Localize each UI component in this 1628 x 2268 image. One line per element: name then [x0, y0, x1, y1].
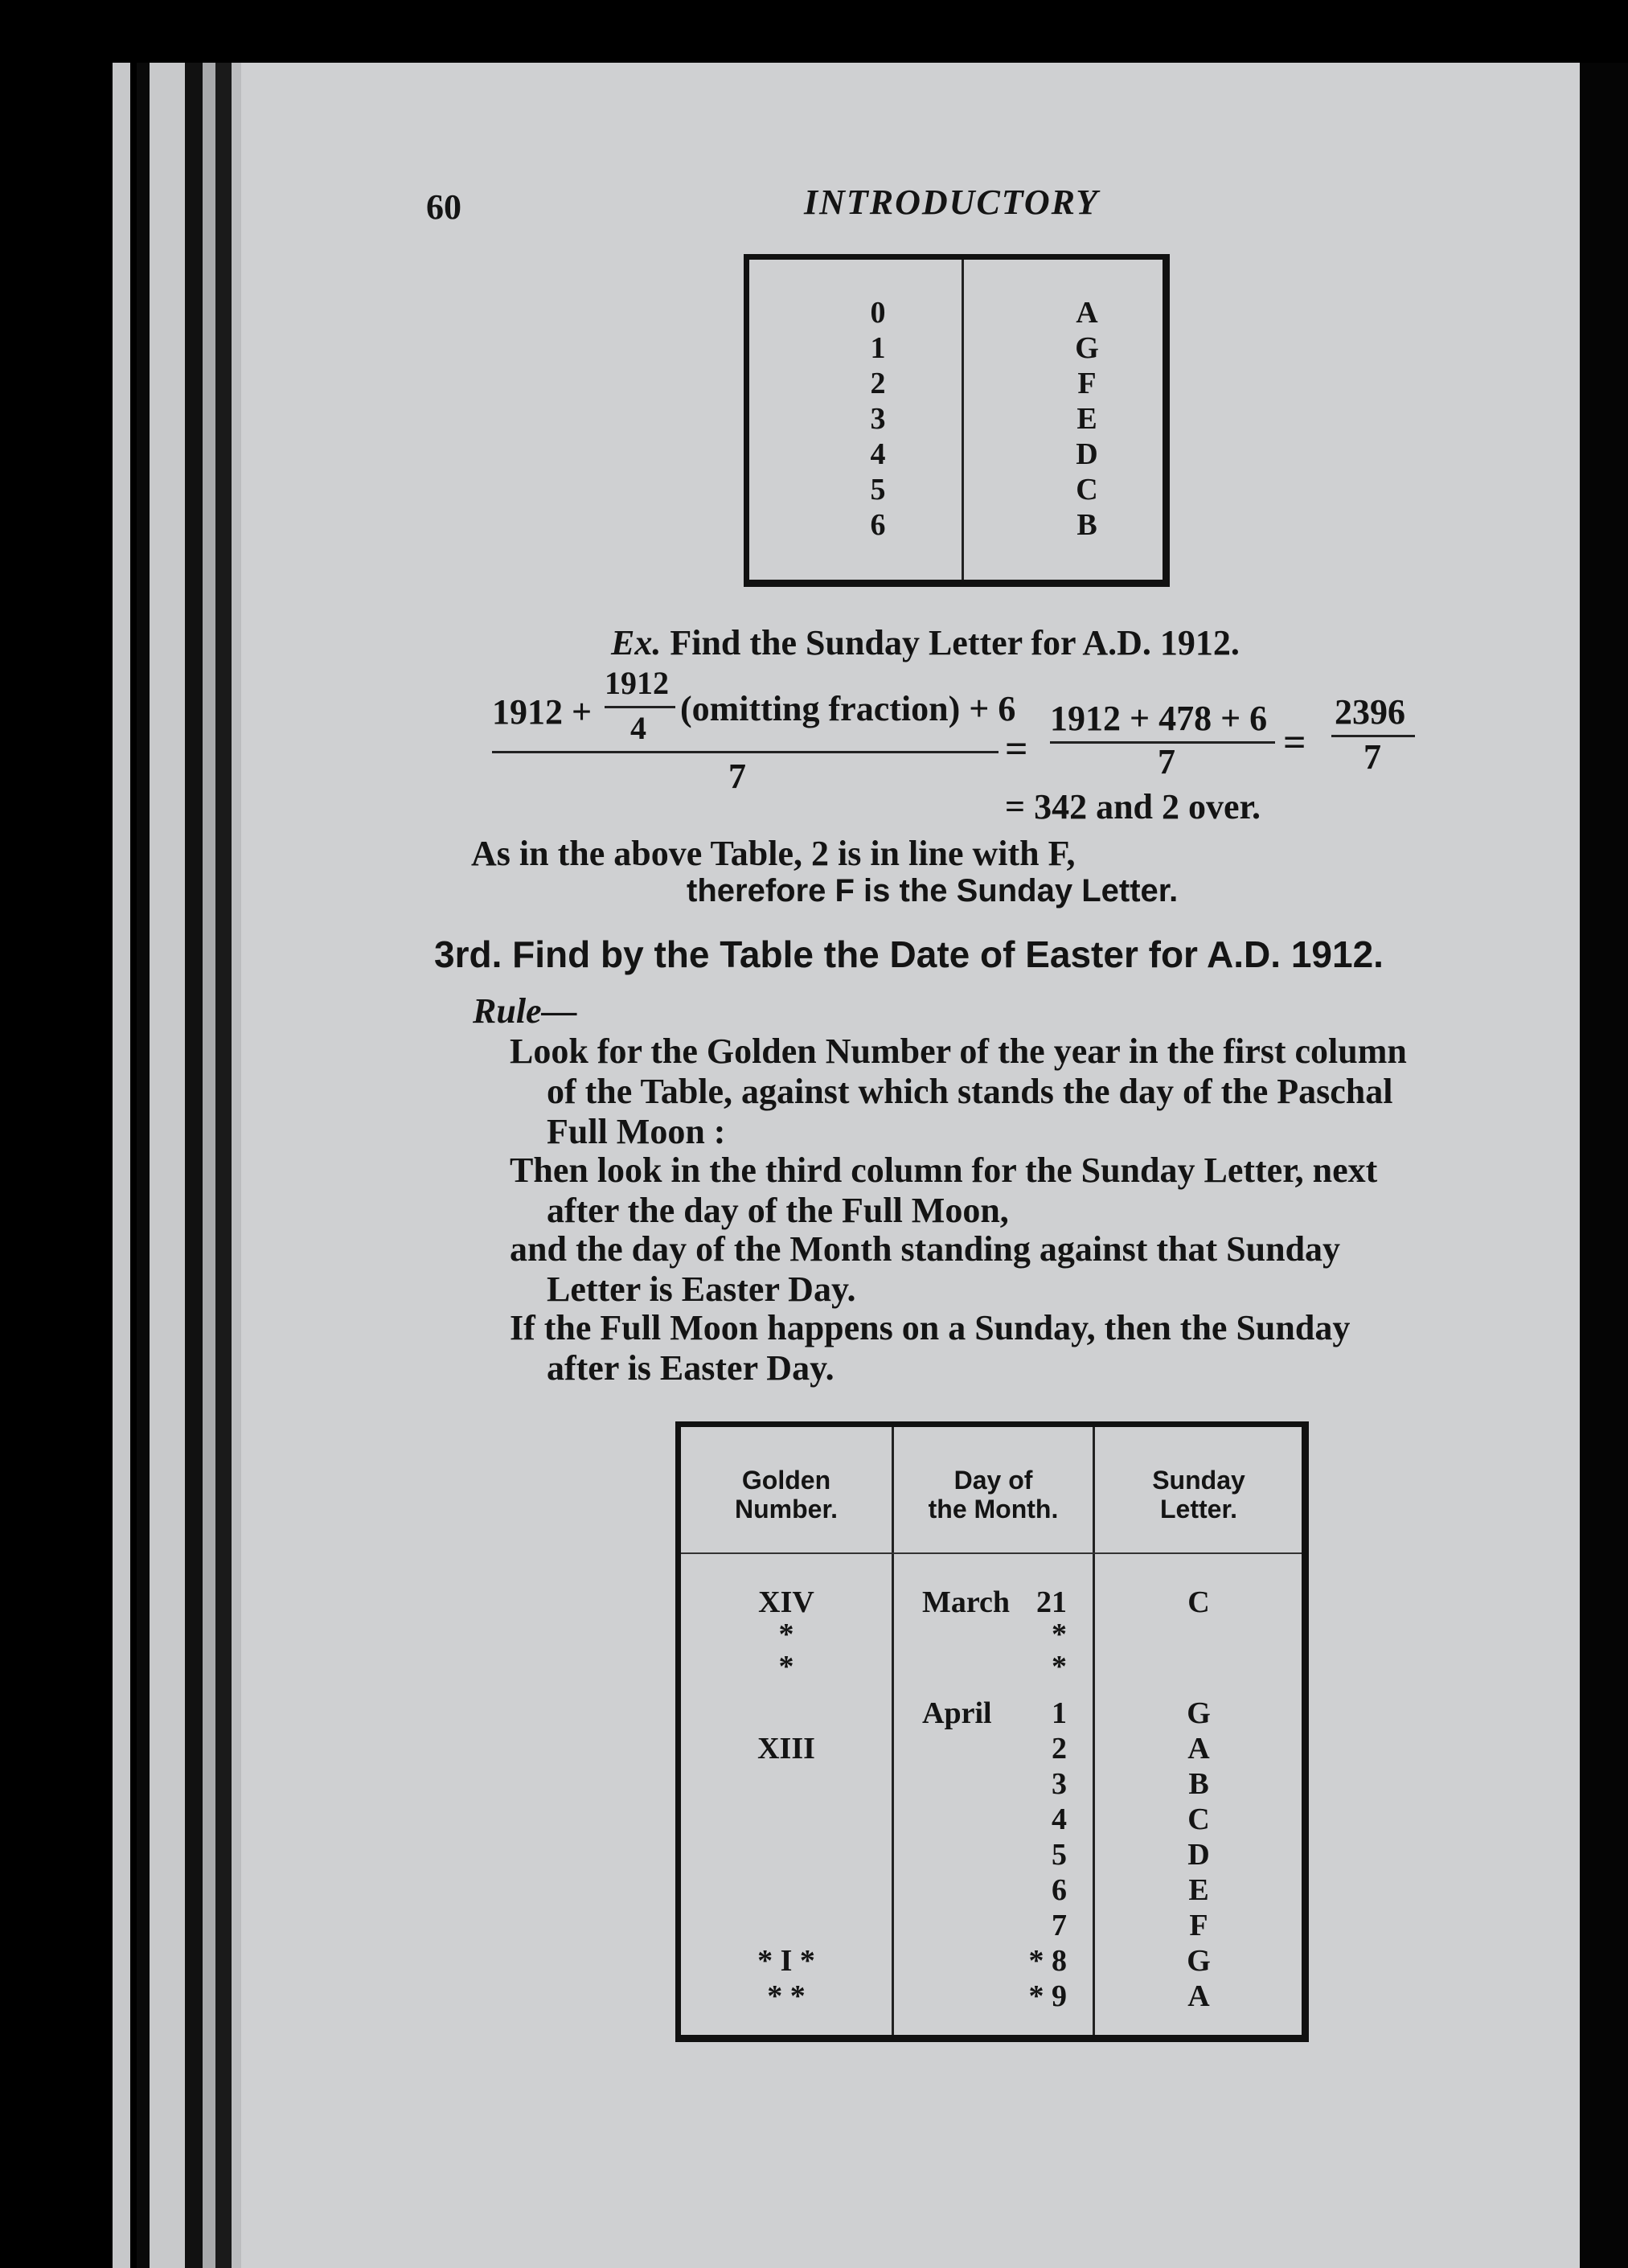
calc-denominator: 7 — [728, 757, 746, 796]
easter-table — [675, 1421, 1309, 2042]
month-cell: March — [922, 1585, 1011, 1619]
table-cell: E — [1076, 402, 1097, 436]
rule-line: If the Full Moon happens on a Sunday, then the Sunday — [510, 1308, 1351, 1347]
column-header-golden-number — [681, 1466, 892, 1524]
header-line: Letter. — [1159, 1495, 1238, 1524]
calc-result: = 342 and 2 over. — [1005, 787, 1261, 826]
binding-strip — [137, 63, 150, 2268]
table-cell: 2 — [870, 367, 886, 400]
table-cell: D — [1076, 437, 1098, 471]
page-edge — [1580, 63, 1628, 2268]
example-label: Ex. — [611, 623, 662, 662]
golden-number-cell: * * — [767, 1979, 806, 2013]
table-divider — [962, 260, 964, 580]
header-line: Number. — [734, 1495, 839, 1524]
sunday-letter-cell: A — [1187, 1979, 1210, 2013]
table-row — [681, 1585, 1302, 1620]
example-conclusion-1: As in the above Table, 2 is in line with F, — [471, 834, 1076, 873]
sunday-letter-cell: G — [1187, 1944, 1211, 1978]
day-cell: 2 — [1052, 1732, 1067, 1766]
calc-frac-denominator: 4 — [630, 710, 646, 746]
golden-number-cell: * — [778, 1618, 794, 1651]
column-header-day-of-month — [894, 1466, 1093, 1524]
table-cell: C — [1076, 473, 1098, 507]
example-text: Find the Sunday Letter for A.D. 1912. — [670, 623, 1240, 662]
rule-line: Look for the Golden Number of the year in the first column — [510, 1031, 1407, 1071]
sunday-letter-cell: G — [1187, 1696, 1211, 1730]
table-row — [681, 1766, 1302, 1802]
calc-prefix: 1912 + — [492, 692, 593, 732]
binding-strip — [150, 63, 185, 2268]
page-number: 60 — [426, 187, 461, 227]
day-cell: 1 — [1052, 1696, 1067, 1730]
month-cell: April — [922, 1696, 992, 1730]
binding-strip — [185, 63, 203, 2268]
fraction-bar — [605, 706, 675, 708]
mid-denominator: 7 — [1158, 742, 1175, 781]
calc-suffix: (omitting fraction) + 6 — [680, 689, 1016, 728]
table-cell: 1 — [870, 331, 886, 365]
binding-strip — [203, 63, 215, 2268]
number-column — [854, 295, 902, 543]
table-row — [681, 1837, 1302, 1872]
golden-number-cell: * I * — [757, 1944, 815, 1978]
calc-frac-numerator: 1912 — [605, 665, 669, 701]
table-row — [681, 1649, 1302, 1684]
sunday-letter-cell: C — [1187, 1803, 1210, 1836]
header-line: the Month. — [928, 1495, 1059, 1524]
table-cell: G — [1075, 331, 1099, 365]
right-denominator: 7 — [1364, 737, 1381, 777]
letter-column — [1063, 295, 1111, 543]
table-cell: B — [1076, 508, 1097, 542]
table-cell: 4 — [870, 437, 886, 471]
table-cell: F — [1077, 367, 1097, 400]
day-cell: 3 — [1052, 1767, 1067, 1801]
example-conclusion-2: therefore F is the Sunday Letter. — [687, 873, 1179, 908]
binding-strip — [113, 63, 130, 2268]
rule-line: Letter is Easter Day. — [547, 1269, 856, 1309]
rule-line: Full Moon : — [547, 1112, 726, 1151]
binding-strip — [215, 63, 232, 2268]
table-row — [681, 1872, 1302, 1908]
sunday-letter-cell: A — [1187, 1732, 1210, 1766]
rule-line: after the day of the Full Moon, — [547, 1191, 1009, 1230]
table-cell: 5 — [870, 473, 886, 507]
equals-sign: = — [1005, 726, 1028, 771]
table-row — [681, 1731, 1302, 1766]
table-header-rule — [681, 1552, 1302, 1554]
rule-label: Rule— — [473, 991, 577, 1031]
day-cell: 5 — [1052, 1838, 1067, 1872]
golden-number-cell: XIV — [758, 1585, 814, 1619]
rule-line: Then look in the third column for the Sunday Letter, next — [510, 1150, 1378, 1190]
table-row — [681, 1908, 1302, 1943]
golden-number-cell: * — [778, 1650, 794, 1684]
header-line: Golden — [741, 1466, 831, 1495]
rule-line: after is Easter Day. — [547, 1348, 835, 1388]
section-heading: 3rd. Find by the Table the Date of Easter for A.D. 1912. — [434, 933, 1384, 975]
table-row — [681, 1802, 1302, 1837]
column-header-sunday-letter — [1095, 1466, 1302, 1524]
table-cell: A — [1076, 296, 1098, 330]
table-row — [681, 1943, 1302, 1979]
equals-sign: = — [1283, 720, 1306, 765]
day-cell: 4 — [1052, 1803, 1067, 1836]
table-cell: 3 — [870, 402, 886, 436]
sunday-letter-cell: F — [1189, 1909, 1208, 1942]
day-cell: 7 — [1052, 1909, 1067, 1942]
day-cell: * — [1052, 1650, 1067, 1684]
table-row — [681, 1617, 1302, 1652]
rule-line: and the day of the Month standing against that Sunday — [510, 1229, 1341, 1269]
table-row — [681, 1979, 1302, 2014]
sunday-letter-cell: D — [1187, 1838, 1210, 1872]
header-line: Day of — [953, 1466, 1033, 1495]
binding-strip — [232, 63, 241, 2268]
table-cell: 6 — [870, 508, 886, 542]
fraction-bar — [492, 751, 999, 753]
header-line: Sunday — [1152, 1466, 1245, 1495]
mid-numerator: 1912 + 478 + 6 — [1050, 699, 1268, 738]
day-cell: 6 — [1052, 1873, 1067, 1907]
table-cell: 0 — [870, 296, 886, 330]
day-cell: * 9 — [1028, 1979, 1067, 2013]
running-head: INTRODUCTORY — [804, 183, 1100, 222]
table-row — [681, 1696, 1302, 1731]
day-cell: * — [1052, 1618, 1067, 1651]
rule-line: of the Table, against which stands the day of the Paschal — [547, 1072, 1393, 1111]
day-cell: 21 — [1036, 1585, 1067, 1619]
right-numerator: 2396 — [1335, 692, 1405, 732]
example-line — [611, 622, 1240, 663]
sunday-letter-cell: B — [1188, 1767, 1209, 1801]
sunday-letter-table — [744, 254, 1170, 587]
day-cell: * 8 — [1028, 1944, 1067, 1978]
sunday-letter-cell: E — [1188, 1873, 1209, 1907]
sunday-letter-cell: C — [1187, 1585, 1210, 1619]
golden-number-cell: XIII — [757, 1732, 815, 1766]
